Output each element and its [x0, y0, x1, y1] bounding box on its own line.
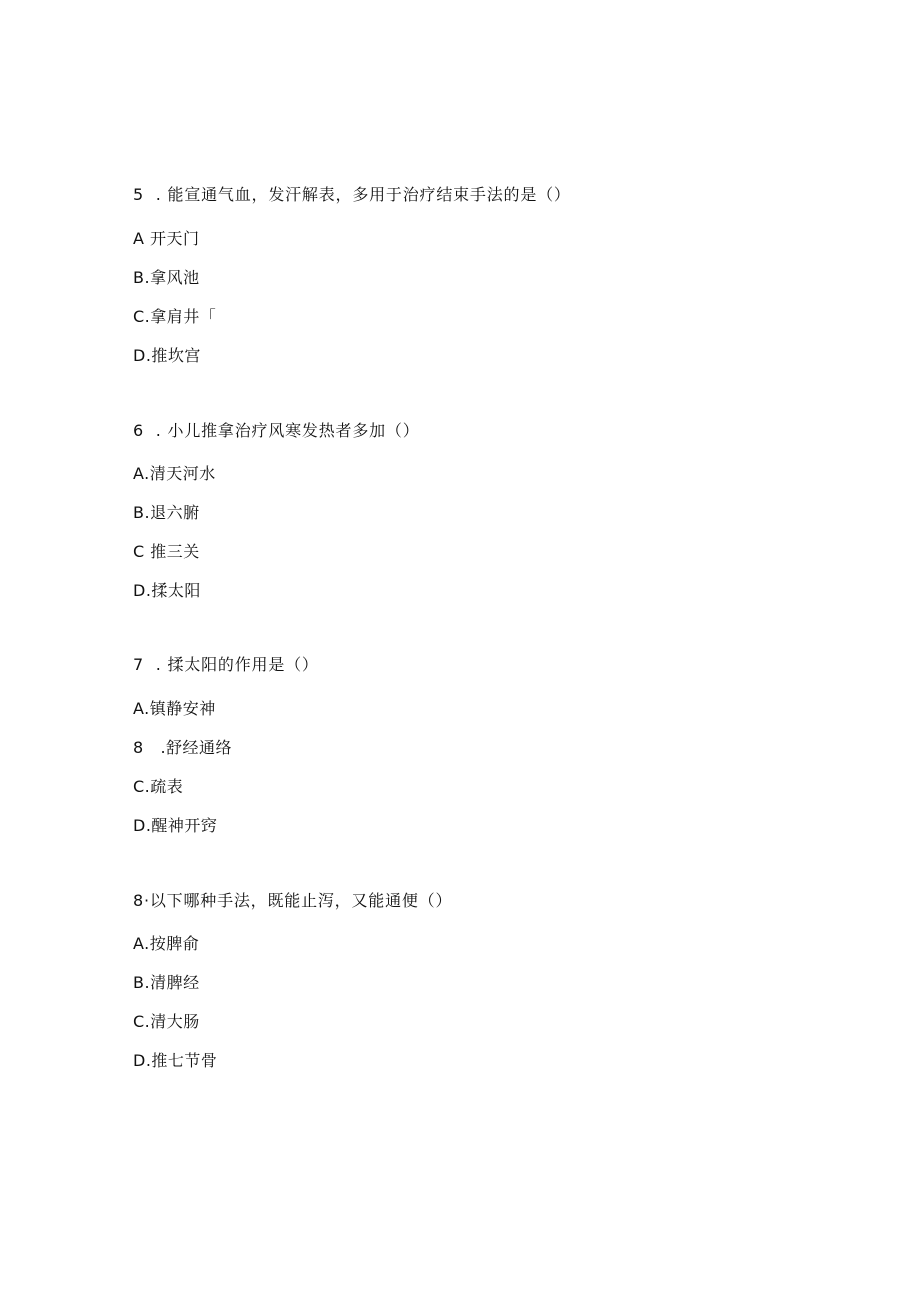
question-6-option-d: D.揉太阳: [133, 581, 201, 600]
question-6-option-a: A.清天河水: [133, 464, 216, 483]
question-8-option-c: C.清大肠: [133, 1012, 200, 1031]
question-5-option-b: B.拿风池: [133, 268, 200, 287]
question-7-option-b: 8 .舒经通络: [133, 738, 233, 757]
question-5-stem: 5 . 能宣通气血，发汗解表，多用于治疗结束手法的是（）: [133, 185, 571, 204]
question-8-option-a: A.按脾俞: [133, 934, 200, 953]
question-5-option-a: A 开天门: [133, 229, 200, 248]
question-8-option-d: D.推七节骨: [133, 1051, 218, 1070]
question-6-option-c: C 推三关: [133, 542, 200, 561]
question-7-stem: 7 . 揉太阳的作用是（）: [133, 655, 319, 674]
question-6-stem: 6 . 小儿推拿治疗风寒发热者多加（）: [133, 421, 420, 440]
question-5-option-c: C.拿肩井「: [133, 307, 217, 326]
question-7-option-a: A.镇静安神: [133, 699, 216, 718]
question-8-stem: 8·以下哪种手法，既能止泻，又能通便（）: [133, 891, 453, 910]
question-8-option-b: B.清脾经: [133, 973, 200, 992]
question-6-option-b: B.退六腑: [133, 503, 200, 522]
question-7-option-d: D.醒神开窍: [133, 816, 218, 835]
question-5-option-d: D.推坎宫: [133, 346, 201, 365]
question-7-option-c: C.疏表: [133, 777, 184, 796]
